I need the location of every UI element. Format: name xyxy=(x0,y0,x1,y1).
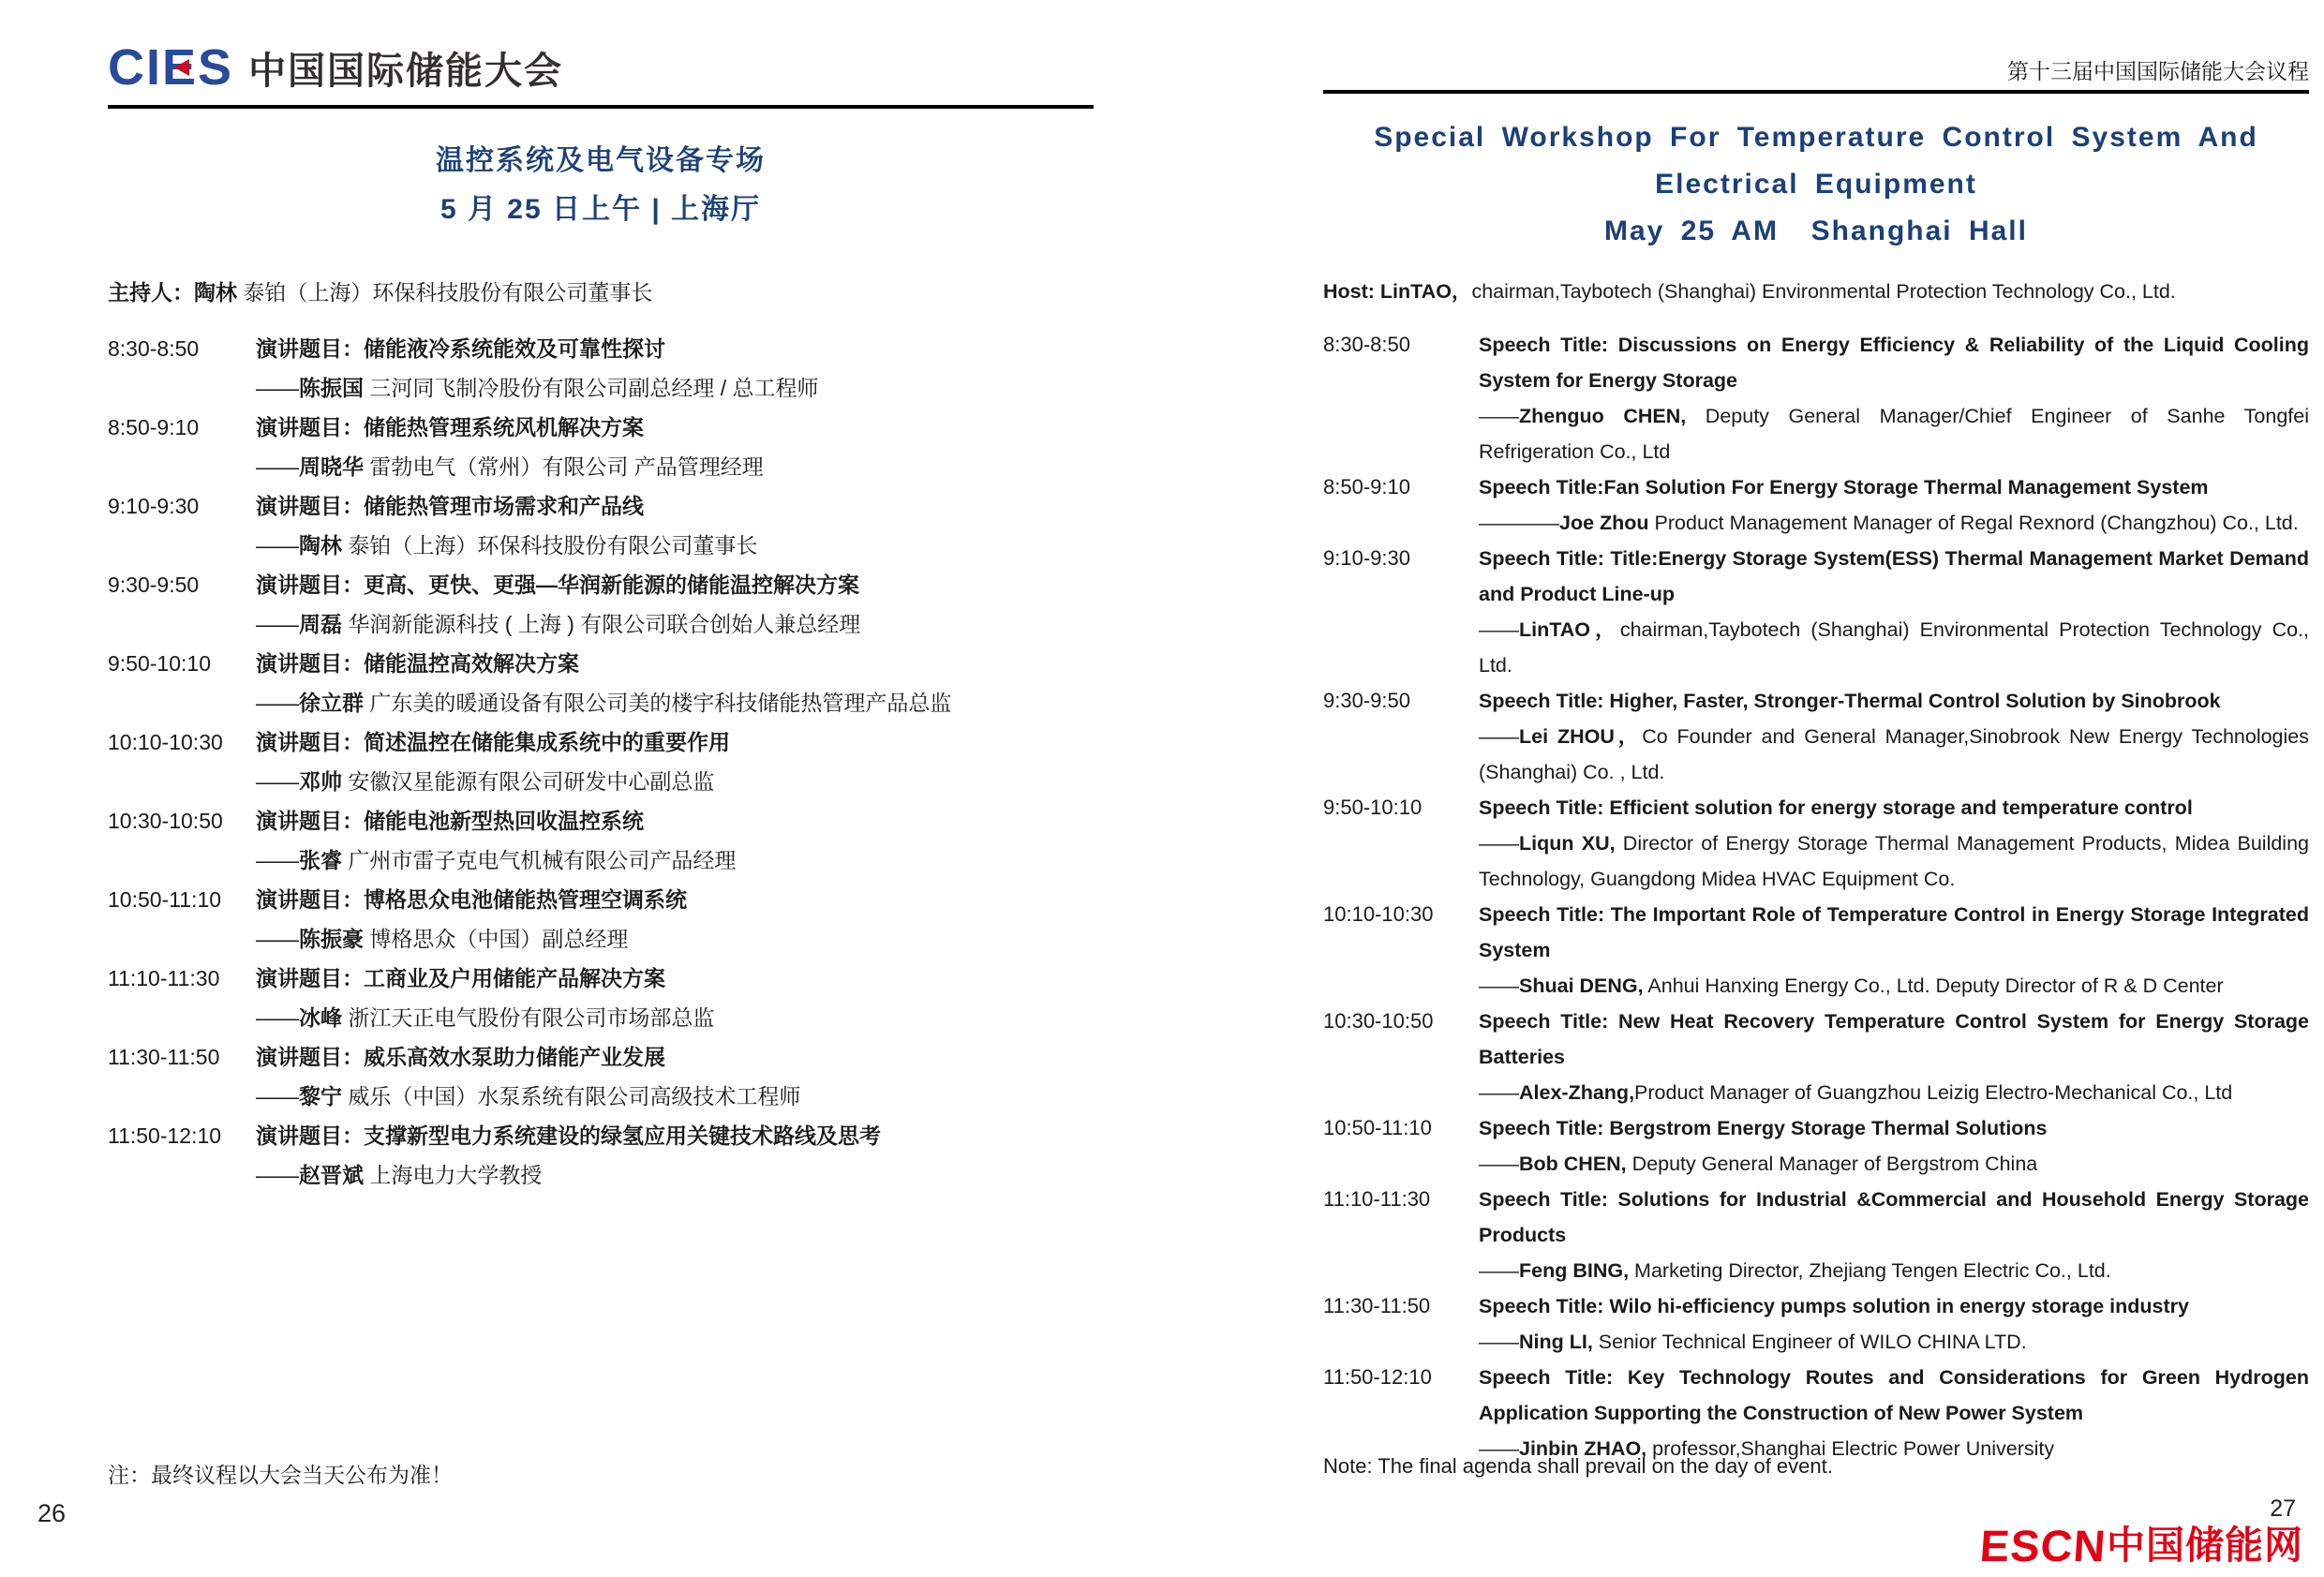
agenda-time: 9:30-9:50 xyxy=(1323,689,1410,712)
speaker-dash: —— xyxy=(1479,832,1519,855)
agenda-time: 9:10-9:30 xyxy=(108,494,200,518)
page-left xyxy=(108,0,1094,1487)
session-title-en-line1: Special Workshop For Temperature Control System And xyxy=(1374,122,2258,153)
agenda-item-content xyxy=(256,565,1094,644)
speaker-line xyxy=(1479,1146,2309,1182)
speaker-line xyxy=(256,683,1094,722)
host-name-cn: 主持人：陶林 xyxy=(108,280,237,305)
agenda-item xyxy=(108,1037,1094,1116)
agenda-item xyxy=(108,408,1094,486)
speaker-name: 陈振国 xyxy=(299,376,364,400)
speaker-name: 周磊 xyxy=(299,612,342,636)
agenda-item-content xyxy=(256,959,1094,1037)
agenda-time: 11:50-12:10 xyxy=(108,1123,222,1148)
agenda-time: 11:30-11:50 xyxy=(108,1045,220,1069)
agenda-item xyxy=(108,959,1094,1037)
host-line-en xyxy=(1323,275,2309,305)
agenda-item-content xyxy=(1479,327,2309,469)
agenda-item xyxy=(108,722,1094,801)
page-number-left: 26 xyxy=(37,1499,67,1527)
speaker-dash: —— xyxy=(256,769,299,794)
speech-title: 演讲题目：简述温控在储能集成系统中的重要作用 xyxy=(256,730,730,754)
speaker-affiliation: Marketing Director, Zhejiang Tengen Electric Co., Ltd. xyxy=(1629,1259,2111,1282)
speaker-name: Lei ZHOU， xyxy=(1519,725,1643,748)
speech-title: Speech Title: Higher, Faster, Stronger-Thermal Control Solution by Sinobrook xyxy=(1479,690,2221,712)
agenda-time: 8:30-8:50 xyxy=(108,336,200,361)
agenda-item-content xyxy=(1479,897,2309,1004)
page-right xyxy=(1323,0,2310,1478)
agenda-time: 10:10-10:30 xyxy=(108,730,223,754)
cies-logo xyxy=(108,37,1094,97)
speaker-name: Joe Zhou xyxy=(1559,512,1649,534)
agenda-item xyxy=(1323,469,2309,541)
speech-title: Speech Title: Wilo hi-efficiency pumps solution in energy storage industry xyxy=(1479,1295,2190,1317)
agenda-item-content xyxy=(256,408,1094,486)
speaker-affiliation: Director of Energy Storage Thermal Management Products, Midea Building Technology, Guangdong Midea HVAC Equipment Co. xyxy=(1479,832,2309,890)
speaker-affiliation: 广东美的暖通设备有限公司美的楼宇科技储能热管理产品总监 xyxy=(364,691,952,715)
agenda-item xyxy=(108,486,1094,565)
speaker-affiliation: 安徽汉星能源有限公司研发中心副总监 xyxy=(342,769,715,794)
agenda-time: 10:50-11:10 xyxy=(1323,1116,1432,1139)
speaker-affiliation: 上海电力大学教授 xyxy=(364,1163,543,1187)
speech-title: Speech Title: New Heat Recovery Temperature Control System for Energy Storage Batteries xyxy=(1479,1010,2309,1068)
agenda-item xyxy=(1323,1360,2309,1466)
speaker-name: Bob CHEN, xyxy=(1519,1153,1627,1175)
escn-logo-cn: 中国储能网 xyxy=(2107,1524,2303,1567)
speaker-dash: —— xyxy=(256,533,299,558)
host-affiliation-cn: 泰铂（上海）环保科技股份有限公司董事长 xyxy=(237,280,653,305)
agenda-item-content xyxy=(1479,1182,2309,1288)
speaker-dash: ———— xyxy=(1479,512,1559,534)
speaker-affiliation: Product Manager of Guangzhou Leizig Electro-Mechanical Co., Ltd xyxy=(1634,1081,2233,1104)
speaker-dash: —— xyxy=(1479,1153,1519,1175)
speaker-dash: —— xyxy=(256,1084,299,1108)
speaker-name: Shuai DENG, xyxy=(1519,974,1644,997)
speaker-affiliation: Co Founder and General Manager,Sinobrook New Energy Technologies (Shanghai) Co. , Ltd. xyxy=(1479,725,2309,783)
host-affiliation-en: chairman,Taybotech (Shanghai) Environmental Protection Technology Co., Ltd. xyxy=(1471,280,2176,303)
speaker-dash: —— xyxy=(256,691,299,715)
speaker-dash: —— xyxy=(1479,1437,1519,1460)
agenda-time: 8:50-9:10 xyxy=(1323,475,1410,498)
speaker-line xyxy=(1479,719,2309,790)
speaker-line xyxy=(256,1155,1094,1195)
agenda-item-content xyxy=(1479,469,2309,541)
speech-title: 演讲题目：储能液冷系统能效及可靠性探讨 xyxy=(256,336,665,361)
speech-title: 演讲题目：储能温控高效解决方案 xyxy=(256,651,579,676)
agenda-item xyxy=(108,801,1094,880)
speech-title: Speech Title: Solutions for Industrial &Commercial and Household Energy Storage Products xyxy=(1479,1188,2309,1246)
agenda-time: 11:50-12:10 xyxy=(1323,1365,1432,1389)
speaker-name: 冰峰 xyxy=(299,1005,342,1030)
speaker-dash: —— xyxy=(1479,618,1519,641)
speaker-line xyxy=(256,762,1094,801)
speaker-line xyxy=(256,1077,1094,1116)
agenda-time: 10:30-10:50 xyxy=(108,809,223,833)
agenda-item-content xyxy=(256,1116,1094,1195)
speaker-line xyxy=(1479,612,2309,683)
speaker-affiliation: Product Management Manager of Regal Rexnord (Changzhou) Co., Ltd. xyxy=(1648,512,2299,534)
speaker-line xyxy=(1479,826,2309,897)
session-title-en-line3: May 25 AM Shanghai Hall xyxy=(1604,216,2028,246)
session-title-en-line2: Electrical Equipment xyxy=(1655,169,1977,200)
agenda-time: 9:50-10:10 xyxy=(1323,796,1423,819)
agenda-time: 11:30-11:50 xyxy=(1323,1294,1431,1317)
agenda-item-content xyxy=(256,880,1094,959)
session-title-cn-line2: 5 月 25 日上午 | 上海厅 xyxy=(439,194,762,225)
agenda-item-content xyxy=(1479,1288,2309,1360)
speech-title: Speech Title: Key Technology Routes and Considerations for Green Hydrogen Application Supporting the Construction of New Power System xyxy=(1479,1366,2309,1424)
agenda-item-content xyxy=(1479,1360,2309,1466)
speech-title: 演讲题目：工商业及户用储能产品解决方案 xyxy=(256,966,665,990)
agenda-time: 9:30-9:50 xyxy=(108,573,200,597)
speaker-name: Liqun XU, xyxy=(1519,832,1616,855)
agenda-item-content xyxy=(1479,790,2309,897)
agenda-item xyxy=(108,565,1094,644)
agenda-item-content xyxy=(256,1037,1094,1116)
speaker-name: Alex-Zhang, xyxy=(1519,1081,1635,1104)
speaker-affiliation: 华润新能源科技 ( 上海 ) 有限公司联合创始人兼总经理 xyxy=(342,612,861,636)
agenda-item-content xyxy=(1479,1004,2309,1110)
agenda-item xyxy=(1323,327,2309,469)
speaker-dash: —— xyxy=(1479,974,1519,997)
speech-title: 演讲题目：储能电池新型热回收温控系统 xyxy=(256,809,644,833)
agenda-item-content xyxy=(1479,1110,2309,1182)
speaker-name: Jinbin ZHAO, xyxy=(1519,1437,1647,1460)
speaker-affiliation: 泰铂（上海）环保科技股份有限公司董事长 xyxy=(342,533,758,558)
speaker-line xyxy=(256,368,1094,408)
speaker-name: 周晓华 xyxy=(299,454,364,479)
agenda-time: 11:10-11:30 xyxy=(108,966,220,990)
speaker-dash: —— xyxy=(1479,1259,1519,1282)
speaker-affiliation: chairman,Taybotech (Shanghai) Environmental Protection Technology Co., Ltd. xyxy=(1479,618,2310,677)
agenda-item xyxy=(1323,1288,2309,1360)
speaker-dash: —— xyxy=(1479,1081,1519,1104)
speaker-affiliation: Deputy General Manager of Bergstrom China xyxy=(1626,1153,2038,1175)
agenda-item xyxy=(1323,1110,2309,1182)
agenda-item xyxy=(108,644,1094,722)
speaker-dash: —— xyxy=(256,1005,299,1030)
speaker-affiliation: 浙江天正电气股份有限公司市场部总监 xyxy=(342,1005,715,1030)
agenda-item-content xyxy=(256,644,1094,722)
speaker-line xyxy=(1479,505,2309,541)
speaker-name: 张睿 xyxy=(299,848,342,872)
speaker-affiliation: 博格思众（中国）副总经理 xyxy=(364,927,629,951)
speech-title: 演讲题目：威乐高效水泵助力储能产业发展 xyxy=(256,1045,665,1069)
speaker-line xyxy=(1479,1253,2309,1288)
speech-title: 演讲题目：更高、更快、更强—华润新能源的储能温控解决方案 xyxy=(256,573,859,597)
speaker-affiliation: 雷勃电气（常州）有限公司 产品管理经理 xyxy=(364,454,764,479)
cies-logo-e-triangle-icon: E xyxy=(162,39,199,96)
speech-title: Speech Title: Efficient solution for energy storage and temperature control xyxy=(1479,796,2193,819)
agenda-item-content xyxy=(256,486,1094,565)
speaker-line xyxy=(256,841,1094,880)
note-cn: 注：最终议程以大会当天公布为准！ xyxy=(108,1463,453,1487)
agenda-item-content xyxy=(1479,683,2309,790)
agenda-list-en xyxy=(1323,327,2309,1466)
note-en: Note: The final agenda shall prevail on the day of event. xyxy=(1323,1454,1833,1478)
speaker-line xyxy=(1479,398,2309,469)
session-title-cn-line1: 温控系统及电气设备专场 xyxy=(436,145,766,176)
speaker-line xyxy=(1479,1075,2309,1110)
speaker-line xyxy=(256,998,1094,1037)
agenda-item xyxy=(108,329,1094,408)
speaker-name: 陶林 xyxy=(299,533,342,558)
speech-title: Speech Title: Discussions on Energy Efficiency & Reliability of the Liquid Cooling System for Energy Storage xyxy=(1479,334,2309,392)
speaker-affiliation: professor,Shanghai Electric Power University xyxy=(1646,1437,2055,1460)
header-divider-right xyxy=(1323,90,2309,94)
speaker-dash: —— xyxy=(1479,405,1519,427)
agenda-time: 10:10-10:30 xyxy=(1323,902,1434,926)
speech-title: 演讲题目：支撑新型电力系统建设的绿氢应用关键技术路线及思考 xyxy=(256,1123,881,1148)
speaker-affiliation: 三河同飞制冷股份有限公司副总经理 / 总工程师 xyxy=(364,376,819,400)
agenda-item-content xyxy=(256,722,1094,801)
speaker-dash: —— xyxy=(256,454,299,479)
speaker-dash: —— xyxy=(256,612,299,636)
agenda-time: 10:50-11:10 xyxy=(108,887,222,912)
speech-title: 演讲题目：储能热管理系统风机解决方案 xyxy=(256,415,644,439)
program-header-label: 第十三届中国国际储能大会议程 xyxy=(2007,59,2309,83)
speech-title: Speech Title: The Important Role of Temperature Control in Energy Storage Integrated System xyxy=(1479,903,2309,961)
speaker-name: 邓帅 xyxy=(299,769,342,794)
agenda-item xyxy=(1323,683,2309,790)
speaker-affiliation: 广州市雷子克电气机械有限公司产品经理 xyxy=(342,848,737,872)
speaker-dash: —— xyxy=(1479,1331,1519,1353)
speech-title: Speech Title:Fan Solution For Energy Storage Thermal Management System xyxy=(1479,476,2209,498)
cies-logo-letters: CIES xyxy=(108,39,234,96)
host-name-en: Host: LinTAO， xyxy=(1323,280,1472,303)
speaker-dash: —— xyxy=(256,848,299,872)
agenda-time: 8:30-8:50 xyxy=(1323,333,1410,356)
agenda-item xyxy=(108,880,1094,959)
speaker-dash: —— xyxy=(256,376,299,400)
speaker-name: Feng BING, xyxy=(1519,1259,1630,1282)
agenda-time: 9:10-9:30 xyxy=(1323,546,1410,570)
agenda-item xyxy=(1323,1004,2309,1110)
agenda-item-content xyxy=(256,329,1094,408)
speaker-name: 陈振豪 xyxy=(299,927,364,951)
speaker-name: 黎宁 xyxy=(299,1084,342,1108)
escn-logo xyxy=(1978,1521,2303,1570)
speaker-line xyxy=(256,526,1094,565)
speaker-name: 徐立群 xyxy=(299,691,364,715)
agenda-item xyxy=(108,1116,1094,1195)
speaker-name: Zhenguo CHEN, xyxy=(1519,405,1687,427)
speech-title: 演讲题目：博格思众电池储能热管理空调系统 xyxy=(256,887,687,912)
speaker-affiliation: Deputy General Manager/Chief Engineer of Sanhe Tongfei Refrigeration Co., Ltd xyxy=(1479,405,2309,463)
speaker-name: Ning LI, xyxy=(1519,1331,1593,1353)
agenda-item xyxy=(1323,897,2309,1004)
speech-title: Speech Title: Bergstrom Energy Storage Thermal Solutions xyxy=(1479,1117,2048,1139)
agenda-list-cn xyxy=(108,329,1094,1195)
agenda-item xyxy=(1323,790,2309,897)
speaker-line xyxy=(1479,1324,2309,1360)
speaker-dash: —— xyxy=(1479,725,1519,748)
speaker-line xyxy=(256,447,1094,486)
speaker-dash: —— xyxy=(256,1163,299,1187)
speaker-affiliation: Anhui Hanxing Energy Co., Ltd. Deputy Director of R & D Center xyxy=(1643,974,2224,997)
speaker-name: 赵晋斌 xyxy=(299,1163,364,1187)
host-line-cn xyxy=(108,275,1094,306)
agenda-item-content xyxy=(1479,541,2309,683)
speaker-line xyxy=(256,919,1094,959)
agenda-time: 9:50-10:10 xyxy=(108,651,211,676)
speech-title: Speech Title: Title:Energy Storage System(ESS) Thermal Management Market Demand and Product Line-up xyxy=(1479,547,2309,605)
speaker-dash: —— xyxy=(256,927,299,951)
agenda-time: 11:10-11:30 xyxy=(1323,1187,1431,1211)
session-title-cn xyxy=(108,137,1094,234)
speech-title: 演讲题目：储能热管理市场需求和产品线 xyxy=(256,494,644,518)
speaker-name: LinTAO， xyxy=(1519,618,1620,641)
speaker-line xyxy=(256,604,1094,644)
escn-logo-en: ESCN xyxy=(1978,1521,2108,1570)
cies-logo-chinese-name: 中国国际储能大会 xyxy=(248,50,564,92)
agenda-item xyxy=(1323,1182,2309,1288)
session-title-en xyxy=(1323,114,2309,255)
page-number-right: 27 xyxy=(2270,1495,2296,1522)
agenda-item xyxy=(1323,541,2309,683)
agenda-time: 10:30-10:50 xyxy=(1323,1009,1434,1033)
agenda-time: 8:50-9:10 xyxy=(108,415,200,439)
speaker-affiliation: 威乐（中国）水泵系统有限公司高级技术工程师 xyxy=(342,1084,801,1108)
agenda-item-content xyxy=(256,801,1094,880)
speaker-line xyxy=(1479,968,2309,1004)
header-divider-left xyxy=(108,105,1094,109)
speaker-affiliation: Senior Technical Engineer of WILO CHINA LTD. xyxy=(1592,1331,2027,1353)
